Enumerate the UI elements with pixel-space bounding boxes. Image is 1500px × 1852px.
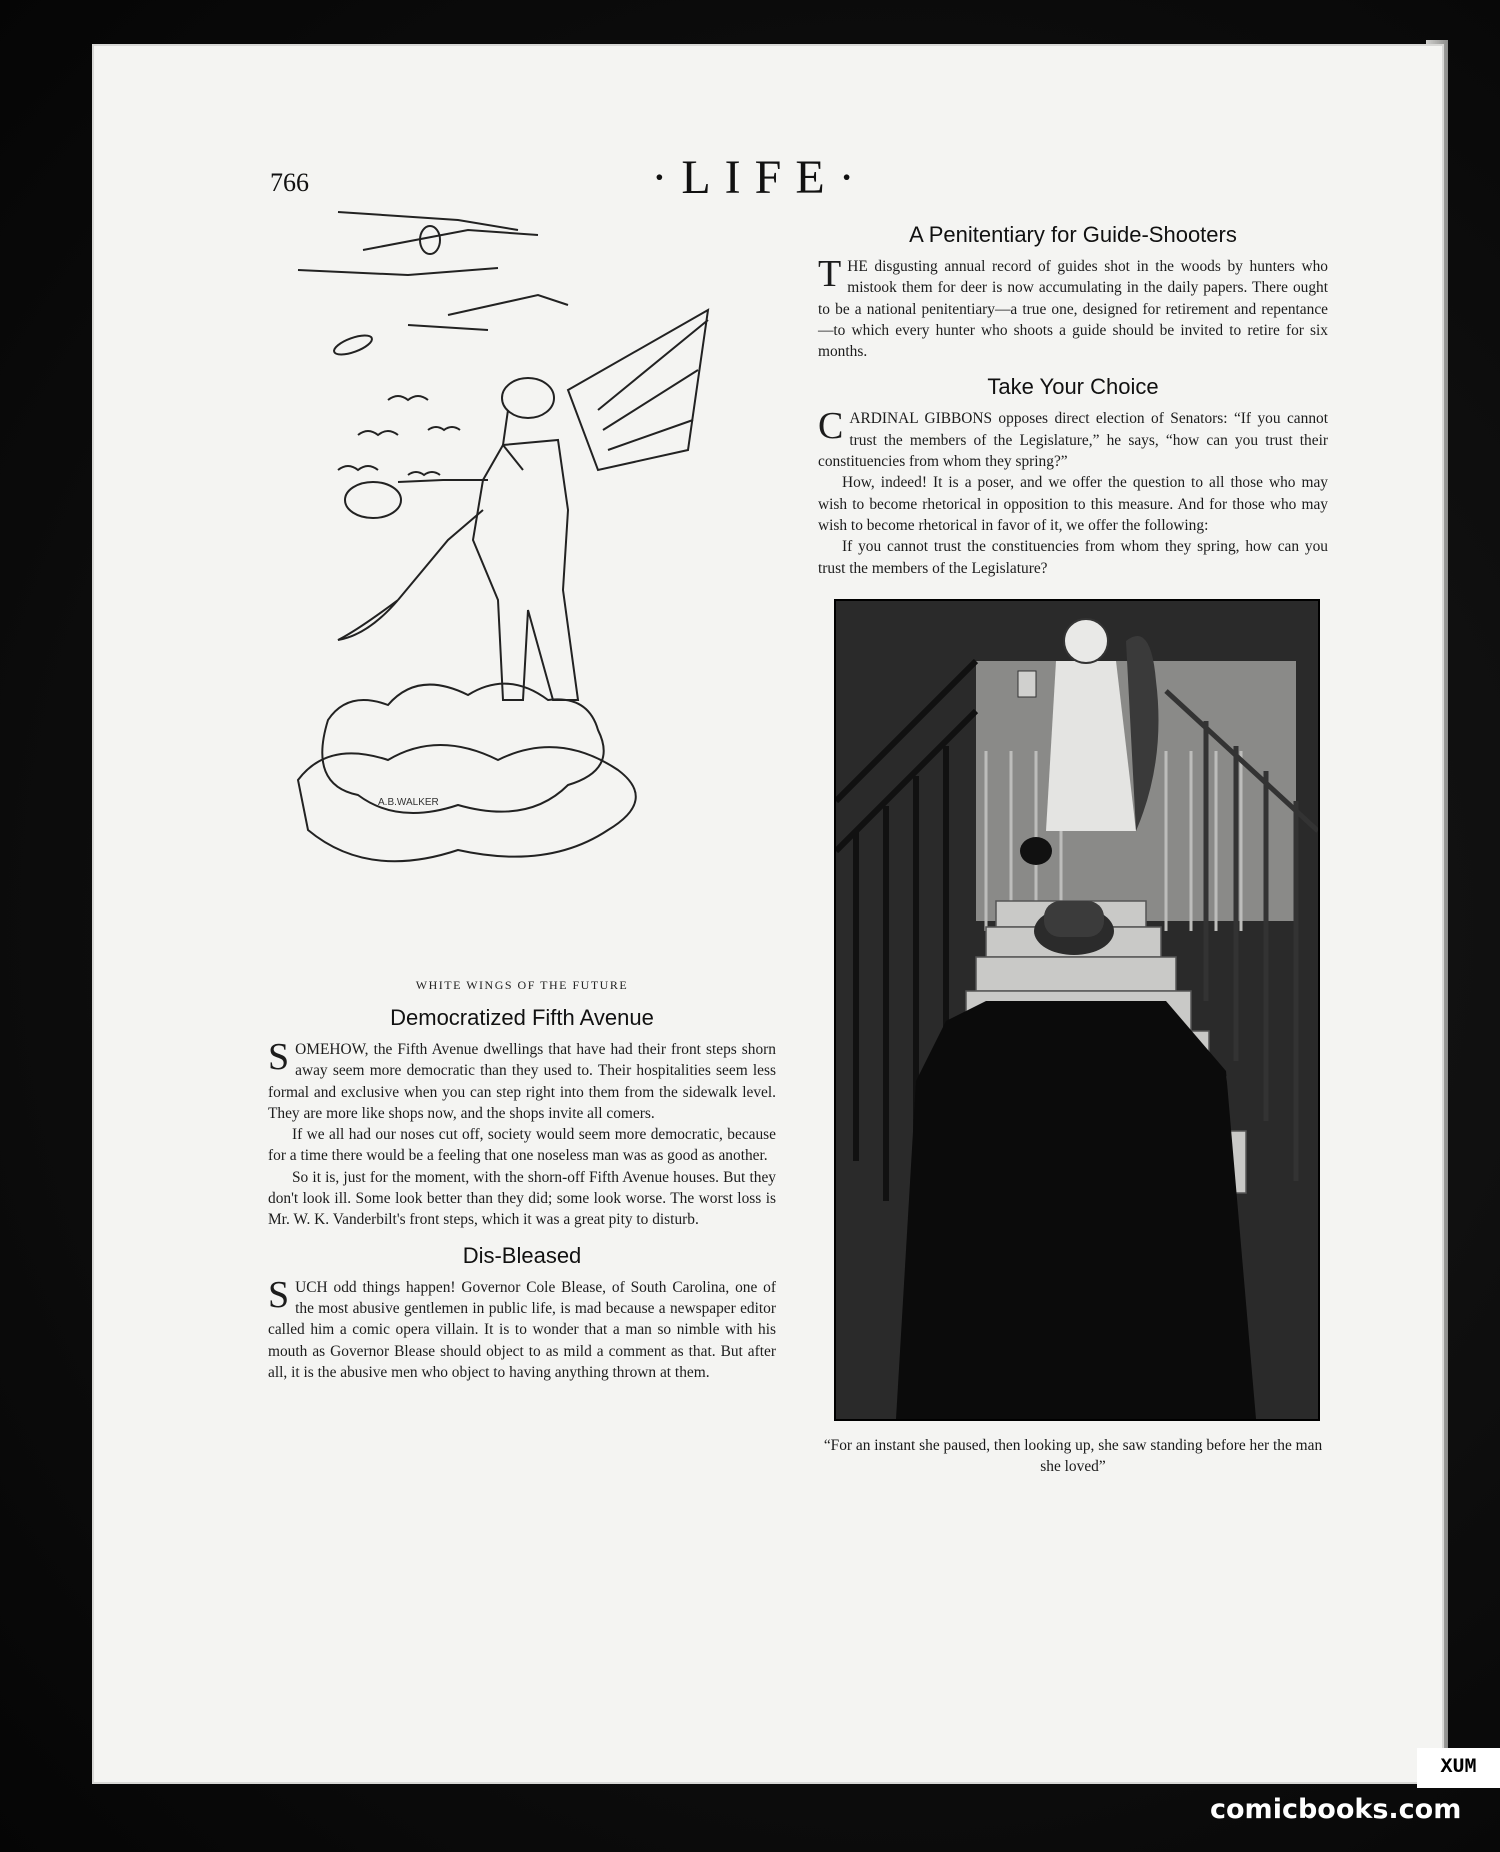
- masthead-title: ·LIFE·: [651, 151, 869, 204]
- right-column: [818, 222, 1328, 1477]
- staircase-illustration: [834, 599, 1320, 1421]
- article-fifth-avenue-p2: If we all had our noses cut off, society would seem more democratic, because for a time there would be a feeling that one noseless man was as good as another.: [268, 1126, 776, 1165]
- drop-cap: C: [818, 405, 844, 448]
- flying-man-drawing: [268, 180, 776, 972]
- article-penitentiary-p1: THE disgusting annual record of guides shot in the woods by hunters who mistook them for deer is now accumulating in the daily papers. There ought to be a national penitentiary—a true one, designed for retirement and repentance—to which every hunter who shoots a guide should be invited to retire for six months.: [818, 253, 1328, 361]
- drop-cap: S: [268, 1273, 290, 1316]
- article-dis-bleased-p1: SUCH odd things happen! Governor Cole Blease, of South Carolina, one of the most abusive gentlemen in public life, is mad because a newspaper editor called him a comic opera villain. It is to wonder that a man so nimble with his mouth as Governor Blease should object to as mild a comment as that. But after all, it is the abusive men who object to having anything thrown at them.: [268, 1273, 776, 1381]
- staircase-caption: “For an instant she paused, then looking up, she saw standing before her the man she loved”: [823, 1436, 1323, 1475]
- article-take-your-choice-p1: CARDINAL GIBBONS opposes direct election of Senators: “If you cannot trust the members of the Legislature,” he says, “how can you trust their constituencies from whom they spring?”: [818, 405, 1328, 471]
- article-title-fifth-avenue: Democratized Fifth Avenue: [390, 1005, 654, 1030]
- article-title-penitentiary: A Penitentiary for Guide-Shooters: [909, 222, 1237, 247]
- drop-cap: T: [818, 253, 842, 295]
- flying-man-illustration: [268, 180, 776, 972]
- article-take-your-choice-p2: How, indeed! It is a poser, and we offer the question to all those who may wish to become rhetorical in opposition to this measure. And for those who may wish to become rhetorical in favor of it, we offer the following:: [818, 474, 1328, 534]
- article-title-take-your-choice: Take Your Choice: [987, 374, 1159, 400]
- staircase-drawing: [836, 601, 1318, 1419]
- source-badge: XUM: [1417, 1748, 1500, 1788]
- left-column: [268, 180, 776, 1383]
- article-title-dis-bleased: Dis-Bleased: [462, 1242, 582, 1268]
- article-take-your-choice-p3: If you cannot trust the constituencies from whom they spring, how can you trust the members of the Legislature?: [818, 538, 1328, 577]
- page-number: 766: [270, 168, 309, 197]
- illustration-caption: WHITE WINGS OF THE FUTURE: [415, 978, 629, 992]
- site-watermark: comicbooks.com: [1210, 1794, 1462, 1825]
- artist-signature: A.B.WALKER: [378, 797, 439, 808]
- article-fifth-avenue-p1: SOMEHOW, the Fifth Avenue dwellings that have had their front steps shorn away seem more democratic than they used to. Their hospitalities seem less formal and exclusive when you can step right into them from the sidewalk level. They are more like shops now, and the shops invite all comers.: [268, 1036, 776, 1122]
- drop-cap: S: [268, 1036, 290, 1078]
- article-fifth-avenue-p3: So it is, just for the moment, with the shorn-off Fifth Avenue houses. But they don't look ill. Some look better than they did; some look worse. The worst loss is Mr. W. K. Vanderbilt's front steps, which it was a great pity to disturb.: [268, 1168, 776, 1229]
